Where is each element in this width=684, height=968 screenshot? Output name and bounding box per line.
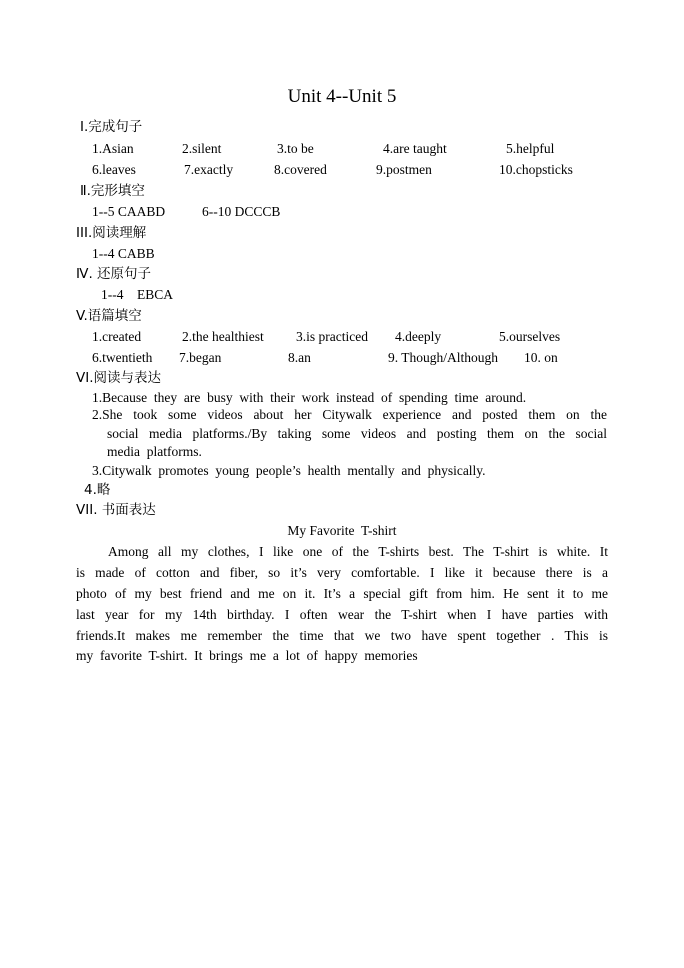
answer-item: 6.twentieth: [92, 350, 153, 365]
section-2-heading: Ⅱ.完形填空: [80, 183, 145, 199]
section-4-answer: 1--4 EBCA: [101, 287, 173, 302]
section-3-answer: 1--4 CABB: [92, 246, 155, 261]
section-6-answer-3: 3.Citywalk promotes young people’s health mentally and physically.: [92, 463, 486, 478]
section-6-answer-2: [92, 406, 607, 462]
essay-body: [76, 542, 608, 667]
answer-item: 10. on: [524, 350, 558, 365]
section-6-answer-1: 1.Because they are busy with their work instead of spending time around.: [92, 390, 527, 405]
page-title: Unit 4--Unit 5: [287, 86, 397, 107]
answer-item: 8.an: [288, 350, 311, 365]
answer-line: media platforms.: [107, 444, 202, 460]
answer-item: 1.Asian: [92, 141, 134, 156]
answer-item: 7.began: [179, 350, 222, 365]
answer-line: social media platforms./By taking some videos and posting them on the social: [107, 425, 607, 441]
answer-item: 1--5 CAABD: [92, 204, 166, 219]
answer-item: 9.postmen: [376, 162, 432, 177]
section-5-heading: V.语篇填空: [76, 308, 142, 324]
section-6-answer-4: 4.略: [84, 482, 111, 498]
answer-item: 6--10 DCCCB: [202, 204, 281, 219]
essay-line: my favorite T-shirt. It brings me a lot of happy memories: [76, 648, 418, 664]
answer-item: 8.covered: [274, 162, 327, 177]
section-7-heading: VII. 书面表达: [76, 502, 156, 518]
section-4-heading: Ⅳ. 还原句子: [76, 266, 152, 282]
essay-line: friends.It makes me remember the time that we two have spent together . This is: [76, 627, 608, 643]
answer-item: 10.chopsticks: [499, 162, 573, 177]
answer-item: 5.ourselves: [499, 329, 561, 344]
essay-line: last year for my 14th birthday. I often wear the T-shirt when I have parties with: [76, 606, 608, 622]
answer-item: 4.are taught: [383, 141, 447, 156]
essay-line: Among all my clothes, I like one of the T-shirts best. The T-shirt is white. It: [108, 544, 608, 559]
answer-item: 2.the healthiest: [182, 329, 264, 344]
answer-item: 6.leaves: [92, 162, 136, 177]
answer-item: 3.is practiced: [296, 329, 368, 344]
essay-line: photo of my best friend and me on it. It’s a special gift from him. He sent it to me: [76, 585, 608, 601]
section-3-heading: III.阅读理解: [76, 225, 147, 241]
section-1-heading: Ⅰ.完成句子: [80, 119, 143, 135]
answer-item: 4.deeply: [395, 329, 442, 344]
section-6-heading: VI.阅读与表达: [76, 370, 162, 386]
answer-item: 1.created: [92, 329, 142, 344]
answer-item: 3.to be: [277, 141, 314, 156]
answer-item: 7.exactly: [184, 162, 234, 177]
essay-title: My Favorite T-shirt: [287, 523, 397, 538]
answer-item: 2.silent: [182, 141, 222, 156]
essay-line: is made of cotton and fiber, so it’s very comfortable. I like it because there is a: [76, 564, 608, 580]
answer-line: 2.She took some videos about her Citywalk experience and posted them on the: [92, 407, 607, 422]
answer-item: 9. Though/Although: [388, 350, 499, 365]
answer-item: 5.helpful: [506, 141, 555, 156]
